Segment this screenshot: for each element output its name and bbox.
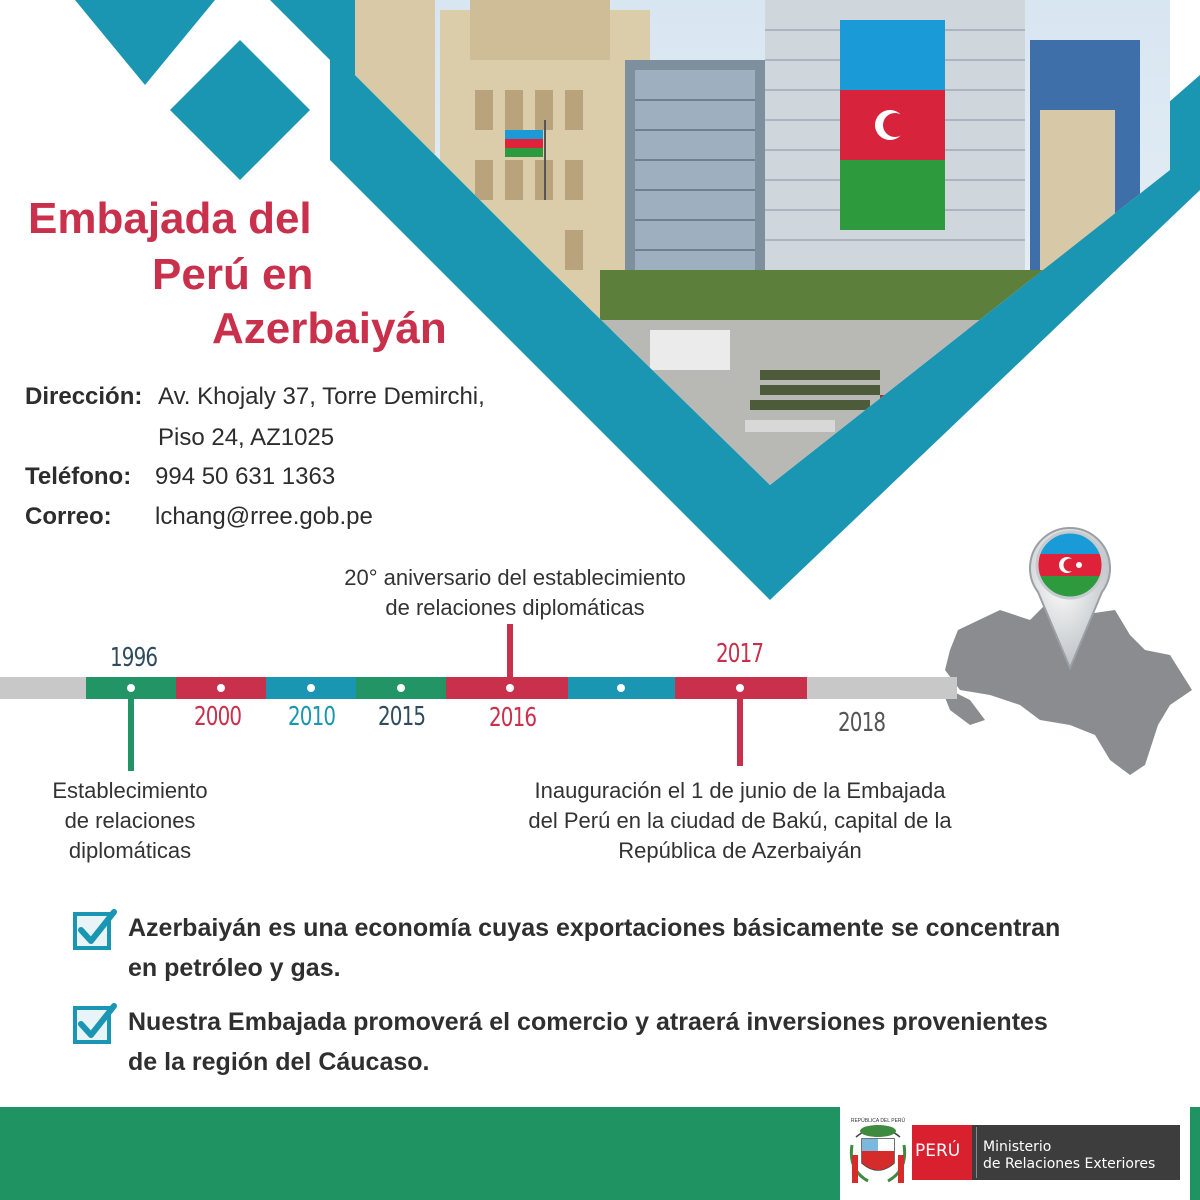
address-line-2: Piso 24, AZ1025 [158, 424, 335, 451]
phone-value: 994 50 631 1363 [155, 463, 336, 490]
checkbox-icon [72, 1000, 118, 1046]
timeline-dot-2015 [397, 684, 405, 692]
event-2017-line-3: República de Azerbaiyán [618, 838, 862, 863]
year-2016: 2016 [489, 703, 537, 733]
peru-box-label: PERÚ [915, 1141, 961, 1161]
phone-label: Teléfono: [25, 463, 132, 490]
deco-square-2 [170, 40, 310, 180]
year-1996: 1996 [110, 643, 158, 673]
timeline-dot-interim [617, 684, 625, 692]
ministry-divider [976, 1127, 977, 1178]
event-2016 [305, 563, 725, 623]
timeline-dot-2000 [217, 684, 225, 692]
timeline-segment-start [0, 677, 86, 699]
timeline-dot-1996 [127, 684, 135, 692]
event-1996 [20, 776, 240, 866]
timeline-dot-2017 [736, 684, 744, 692]
deco-square-1 [75, 0, 215, 85]
bullet-2-line-1: Nuestra Embajada promoverá el comercio y atraerá inversiones provenientes [128, 1008, 1048, 1036]
ministry-name [983, 1139, 1155, 1173]
azerbaijan-map-icon [930, 520, 1200, 800]
timeline-stem-1996 [128, 699, 134, 771]
timeline-dot-2016 [506, 684, 514, 692]
ministry-name-line-1: Ministerio [983, 1139, 1052, 1155]
seal-text: REPÚBLICA DEL PERÚ [850, 1118, 906, 1124]
bullet-2-line-2: de la región del Cáucaso. [128, 1048, 430, 1076]
year-2017: 2017 [716, 639, 764, 669]
event-2016-line-1: 20° aniversario del establecimiento [344, 565, 686, 590]
event-1996-line-2: de relaciones [64, 808, 196, 833]
bullet-1-line-2: en petróleo y gas. [128, 954, 341, 982]
event-2017 [495, 776, 985, 866]
timeline-segment-2018 [807, 677, 957, 699]
email-label: Correo: [25, 503, 112, 530]
email-value: lchang@rree.gob.pe [155, 503, 373, 530]
checkbox-icon [72, 906, 118, 952]
timeline-stem-2017 [737, 699, 743, 766]
event-1996-line-1: Establecimiento [52, 778, 208, 803]
peru-coat-of-arms-icon [848, 1115, 908, 1193]
bullet-1 [128, 908, 1128, 988]
ministry-name-line-2: de Relaciones Exteriores [983, 1156, 1156, 1172]
address-line-1: Av. Khojaly 37, Torre Demirchi, [158, 383, 485, 410]
page-title-line-2: Perú en [152, 250, 314, 299]
event-2017-line-2: del Perú en la ciudad de Bakú, capital de la [528, 808, 952, 833]
timeline-stem-2016 [507, 624, 513, 677]
year-2018: 2018 [838, 708, 886, 738]
event-2016-line-2: de relaciones diplomáticas [385, 595, 645, 620]
year-2010: 2010 [288, 702, 336, 732]
page-title-line-3: Azerbaiyán [212, 304, 447, 353]
year-2000: 2000 [194, 702, 242, 732]
bullet-2 [128, 1002, 1128, 1082]
bullet-1-line-1: Azerbaiyán es una economía cuyas exportaciones básicamente se concentran [128, 914, 1061, 942]
event-1996-line-3: diplomáticas [68, 838, 192, 863]
timeline-dot-2010 [307, 684, 315, 692]
page-title-line-1: Embajada del [28, 194, 312, 243]
address-label: Dirección: [25, 383, 143, 410]
event-2017-line-1: Inauguración el 1 de junio de la Embajada [534, 778, 946, 803]
year-2015: 2015 [378, 702, 426, 732]
